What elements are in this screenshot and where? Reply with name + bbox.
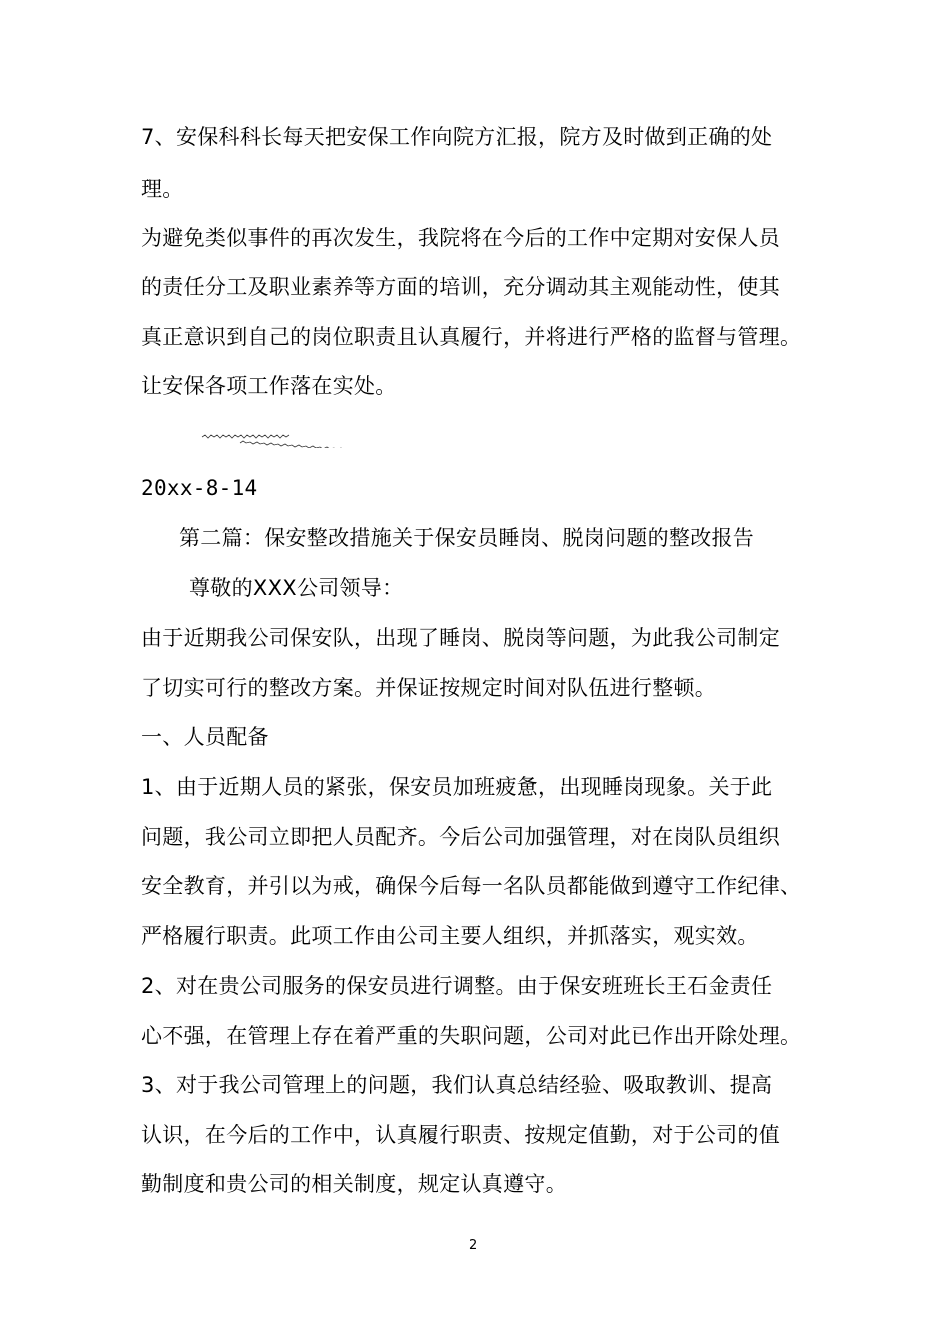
intro-line2: 了切实可行的整改方案。并保证按规定时间对队伍进行整顿。 [141, 676, 717, 700]
salutation: 尊敬的XXX公司领导： [189, 576, 404, 600]
page-number: 2 [469, 1238, 478, 1253]
item7-line1: 7、安保科科长每天把安保工作向院方汇报，院方及时做到正确的处 [141, 125, 773, 149]
item3-line1: 3、对于我公司管理上的问题，我们认真总结经验、吸取教训、提高 [141, 1073, 773, 1097]
item3-line2: 认识，在今后的工作中，认真履行职责、按规定值勤，对于公司的值 [141, 1123, 780, 1147]
item1-line4: 严格履行职责。此项工作由公司主要人组织，并抓落实，观实效。 [141, 924, 759, 948]
item2-line2: 心不强，在管理上存在着严重的失职问题，公司对此已作出开除处理。 [141, 1024, 802, 1048]
heading-staffing: 一、人员配备 [141, 725, 269, 749]
section-title: 第二篇：保安整改措施关于保安员睡岗、脱岗问题的整改报告 [179, 526, 755, 550]
item1-line2: 问题，我公司立即把人员配齐。今后公司加强管理，对在岗队员组织 [141, 825, 780, 849]
intro-line1: 由于近期我公司保安队，出现了睡岗、脱岗等问题，为此我公司制定 [141, 626, 780, 650]
item1-line3: 安全教育，并引以为戒，确保今后每一名队员都能做到遵守工作纪律、 [141, 874, 802, 898]
paragraph-line4: 让安保各项工作落在实处。 [141, 374, 397, 398]
paragraph-line3: 真正意识到自己的岗位职责且认真履行，并将进行严格的监督与管理。 [141, 325, 802, 349]
document-date: 20xx-8-14 [141, 476, 258, 500]
item3-line3: 勤制度和贵公司的相关制度，规定认真遵守。 [141, 1172, 567, 1196]
paragraph-line1: 为避免类似事件的再次发生，我院将在今后的工作中定期对安保人员 [141, 226, 780, 250]
item7-line2: 理。 [141, 177, 184, 201]
paragraph-line2: 的责任分工及职业素养等方面的培训，充分调动其主观能动性，使其 [141, 275, 780, 299]
signature-scribble [200, 432, 360, 448]
item2-line1: 2、对在贵公司服务的保安员进行调整。由于保安班班长王石金责任 [141, 974, 773, 998]
item1-line1: 1、由于近期人员的紧张，保安员加班疲惫，出现睡岗现象。关于此 [141, 775, 773, 799]
